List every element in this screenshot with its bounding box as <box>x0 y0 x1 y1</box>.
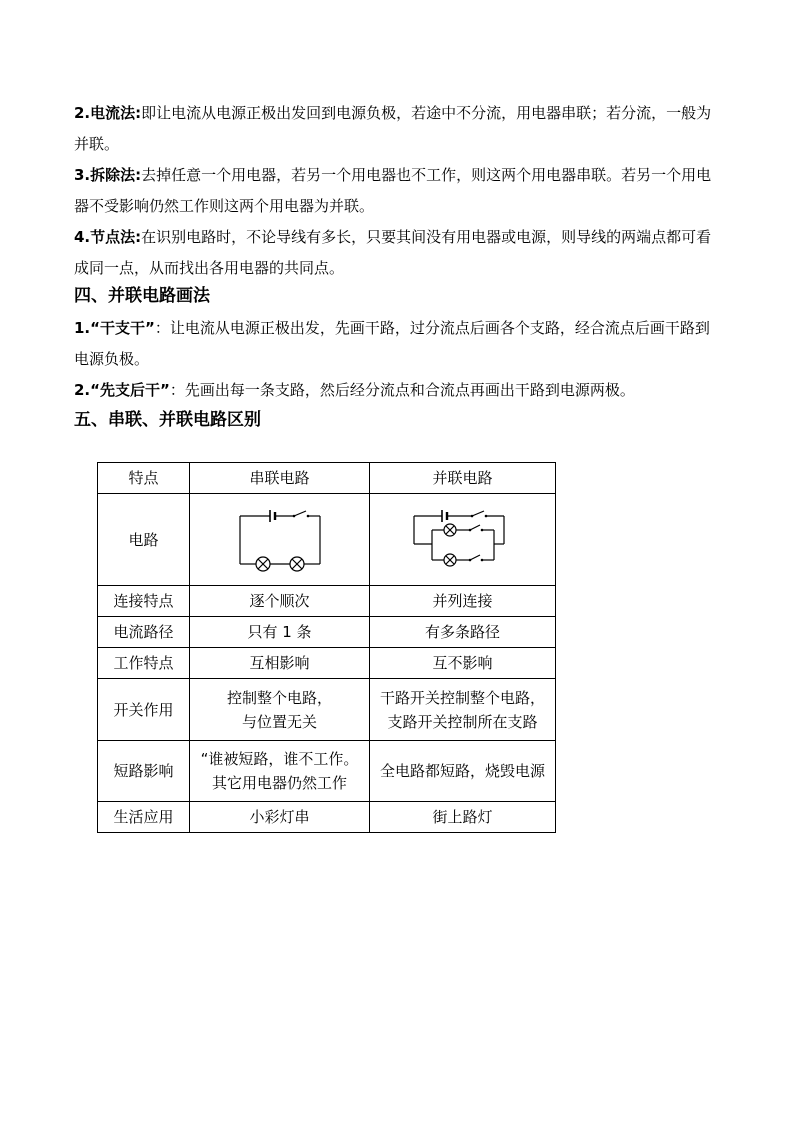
method-node-text: 在识别电路时，不论导线有多长，只要其间没有用电器或电源，则导线的两端点都可看成同一点，从而找出各用电器的共同点。 <box>74 228 712 277</box>
row-feature: 工作特点 <box>98 648 190 679</box>
section4-item-2 <box>74 375 722 406</box>
method-node <box>74 222 722 284</box>
row-feature: 连接特点 <box>98 586 190 617</box>
row-series-value: 逐个顺次 <box>190 586 370 617</box>
section4-item-1 <box>74 313 722 375</box>
table-header-row <box>98 463 556 494</box>
table-row <box>98 802 556 833</box>
row-parallel-value: 全电路都短路，烧毁电源 <box>370 741 556 802</box>
row-series-line-1: 控制整个电路， <box>226 688 332 707</box>
row-series-value: 只有 1 条 <box>190 617 370 648</box>
table-row <box>98 648 556 679</box>
section4-item-1-label: 1.“干支干” <box>74 319 155 337</box>
method-removal-name: 3.拆除法: <box>74 166 142 184</box>
row-feature: 短路影响 <box>98 741 190 802</box>
row-parallel-value: 街上路灯 <box>370 802 556 833</box>
table-row-circuit <box>98 494 556 586</box>
row-feature: 开关作用 <box>98 679 190 741</box>
method-current <box>74 98 722 160</box>
row-parallel-line-2: 支路开关控制所在支路 <box>387 712 538 731</box>
series-circuit-diagram <box>228 508 332 572</box>
row-series-line-2: 与位置无关 <box>241 712 317 731</box>
section4-item-2-label: 2.“先支后干” <box>74 381 170 399</box>
section4-item-2-text: ：先画出每一条支路，然后经分流点和合流点再画出干路到电源两极。 <box>169 381 635 399</box>
row-parallel-line-1: 干路开关控制整个电路， <box>379 688 545 707</box>
section4-heading: 四、并联电路画法 <box>74 286 210 306</box>
table-row <box>98 679 556 741</box>
method-removal-text: 去掉任意一个用电器，若另一个用电器也不工作，则这两个用电器串联。若另一个用电器不受影响仍然工作则这两个用电器为并联。 <box>74 166 712 215</box>
table-row <box>98 741 556 802</box>
table-row <box>98 617 556 648</box>
header-feature: 特点 <box>98 463 190 494</box>
section4-item-1-text: ：让电流从电源正极出发，先画干路，过分流点后画各个支路，经合流点后画干路到电源负极。 <box>74 319 710 368</box>
header-series: 串联电路 <box>190 463 370 494</box>
header-parallel: 并联电路 <box>370 463 556 494</box>
row-feature: 电流路径 <box>98 617 190 648</box>
row-series-value: 小彩灯串 <box>190 802 370 833</box>
method-removal <box>74 160 722 222</box>
row-series-value: 互相影响 <box>190 648 370 679</box>
section5-heading: 五、串联、并联电路区别 <box>74 410 261 430</box>
method-current-name: 2.电流法: <box>74 104 142 122</box>
series-circuit-cell <box>190 494 370 586</box>
row-series-value <box>190 741 370 802</box>
comparison-table <box>97 462 556 833</box>
row-parallel-value <box>370 679 556 741</box>
parallel-circuit-diagram <box>408 508 518 572</box>
row-feature: 生活应用 <box>98 802 190 833</box>
method-current-text: 即让电流从电源正极出发回到电源负极，若途中不分流，用电器串联；若分流，一般为并联。 <box>74 104 712 153</box>
parallel-circuit-cell <box>370 494 556 586</box>
row-parallel-value: 互不影响 <box>370 648 556 679</box>
table-row <box>98 586 556 617</box>
row-series-line-2: 其它用电器仍然工作 <box>211 774 347 792</box>
circuit-label: 电路 <box>98 494 190 586</box>
row-series-line-1: “谁被短路，谁不工作。 <box>200 750 359 768</box>
row-series-value <box>190 679 370 741</box>
method-node-name: 4.节点法: <box>74 228 142 246</box>
row-parallel-value: 并列连接 <box>370 586 556 617</box>
row-parallel-value: 有多条路径 <box>370 617 556 648</box>
